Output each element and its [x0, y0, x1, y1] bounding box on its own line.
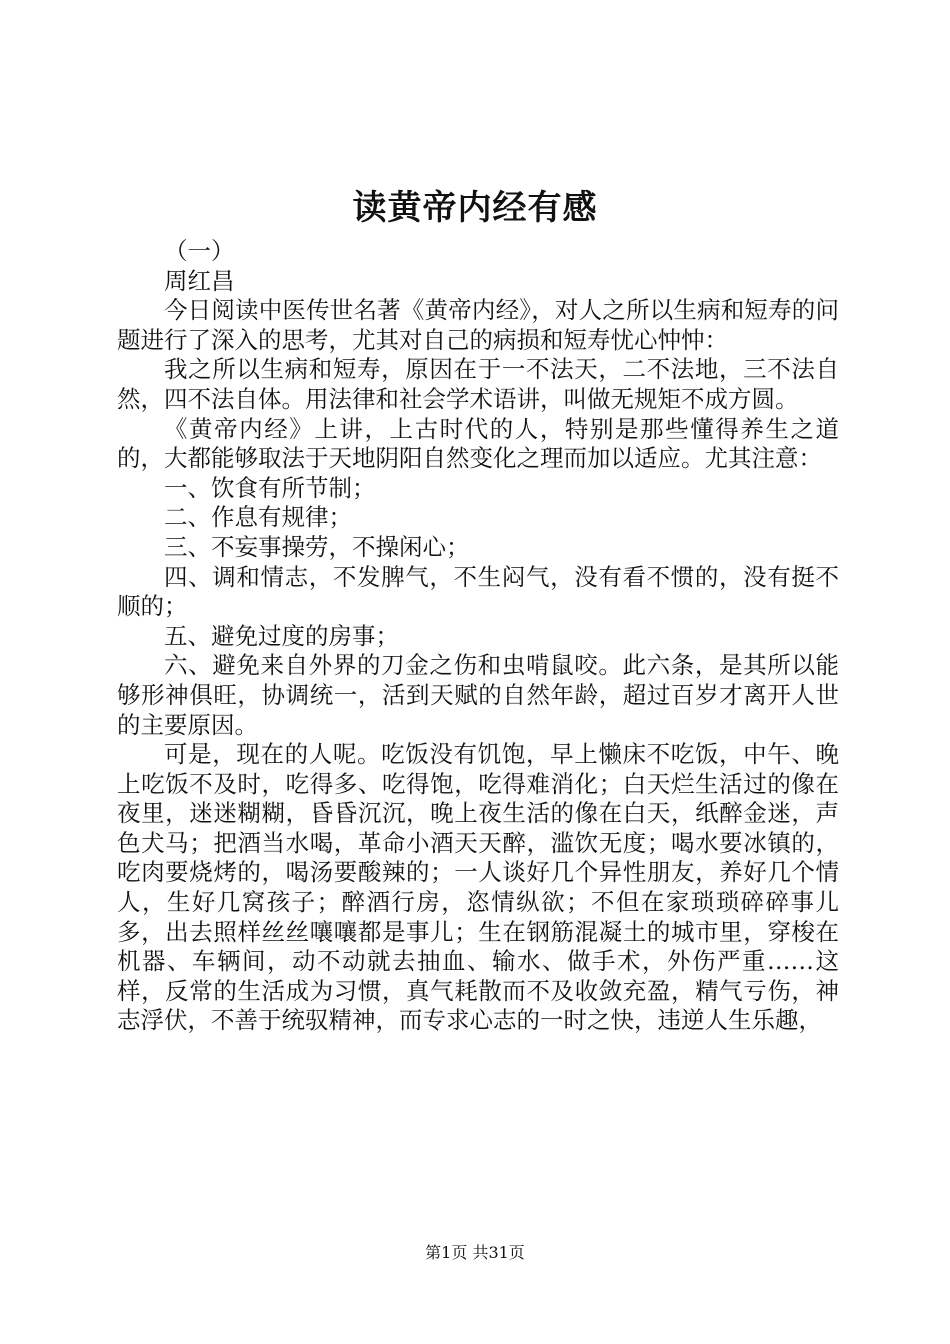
list-item: 六、避免来自外界的刀金之伤和虫啃鼠咬。此六条，是其所以能够形神俱旺，协调统一，活到天赋的自然年龄，超过百岁才离开人世的主要原因。 — [117, 651, 839, 739]
paragraph: 我之所以生病和短寿，原因在于一不法天，二不法地，三不法自然，四不法自体。用法律和社会学术语讲，叫做无规矩不成方圆。 — [117, 355, 839, 413]
list-item: 三、不妄事操劳，不操闲心； — [164, 532, 470, 561]
document-title: 读黄帝内经有感 — [352, 188, 598, 228]
list-item: 四、调和情志，不发脾气，不生闷气，没有看不惯的，没有挺不顺的； — [117, 562, 839, 621]
page-number-footer: 第1页 共31页 — [425, 1243, 525, 1262]
paragraph: 今日阅读中医传世名著《黄帝内经》，对人之所以生病和短寿的问题进行了深入的思考，尤其对自己的病损和短寿忧心忡忡： — [117, 296, 839, 354]
list-item: 二、作息有规律； — [164, 503, 352, 532]
paragraph-section-number: （一） — [164, 237, 235, 265]
paragraph-author: 周红昌 — [164, 266, 235, 295]
document-body — [117, 237, 839, 1036]
paragraph: 《黄帝内经》上讲，上古时代的人，特别是那些懂得养生之道的，大都能够取法于天地阴阳自然变化之理而加以适应。尤其注意： — [117, 414, 839, 473]
paragraph: 可是，现在的人呢。吃饭没有饥饱，早上懒床不吃饭，中午、晚上吃饭不及时，吃得多、吃得饱，吃得难消化；白天烂生活过的像在夜里，迷迷糊糊，昏昏沉沉，晚上夜生活的像在白天，纸醉金迷，声色犬马；把酒当水喝，革命小酒天天醉，滥饮无度；喝水要冰镇的，吃肉要烧烤的，喝汤要酸辣的；一人谈好几个异性朋友，养好几个情人，生好几窝孩子；醉酒行房，恣情纵欲；不但在家琐琐碎碎事儿多，出去照样丝丝嚷嚷都是事儿；生在钢筋混凝土的城市里，穿梭在机器、车辆间，动不动就去抽血、输水、做手术，外伤严重……这样，反常的生活成为习惯，真气耗散而不及收敛充盈，精气亏伤，神志浮伏，不善于统驭精神，而专求心志的一时之快，违逆人生乐趣， — [117, 740, 839, 1035]
list-item: 五、避免过度的房事； — [164, 621, 399, 650]
list-item: 一、饮食有所节制； — [164, 473, 376, 502]
